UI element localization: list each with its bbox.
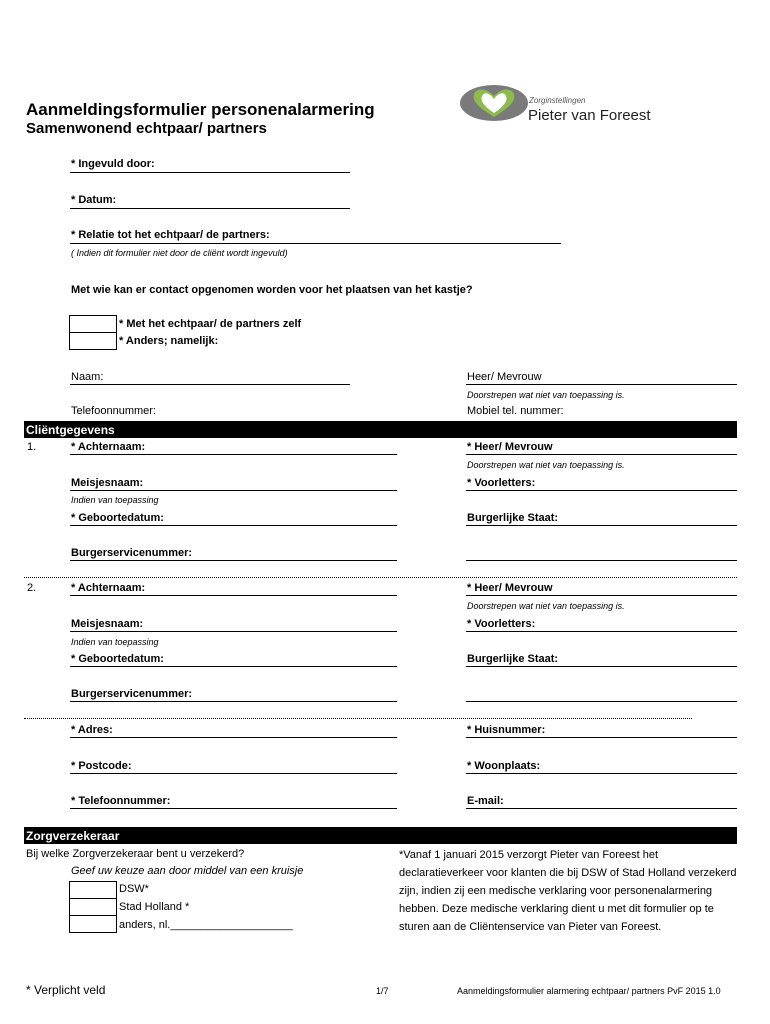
divider <box>24 577 737 578</box>
option-other-checkbox[interactable] <box>69 332 117 350</box>
client2-bsn-field[interactable] <box>70 701 397 702</box>
heer-mevrouw-field[interactable] <box>466 384 737 385</box>
page-number: 1/7 <box>376 986 389 996</box>
adres-field[interactable] <box>70 737 397 738</box>
option-self-checkbox[interactable] <box>69 315 117 333</box>
telefoonnummer-label: * Telefoonnummer: <box>71 795 171 807</box>
postcode-label: * Postcode: <box>71 760 132 772</box>
client1-bsn-label: Burgerservicenummer: <box>71 547 193 559</box>
required-note: * Verplicht veld <box>26 983 106 997</box>
naam-label: Naam: <box>71 371 104 383</box>
doorstrepen-note: Doorstrepen wat niet van toepassing is. <box>467 390 625 400</box>
client1-bsn-field[interactable] <box>70 560 397 561</box>
client2-geboortedatum-label: * Geboortedatum: <box>71 653 164 665</box>
client2-achternaam-label: * Achternaam: <box>71 582 146 594</box>
insurer-instruction: Geef uw keuze aan door middel van een kruisje <box>71 865 304 877</box>
client1-indien-note: Indien van toepassing <box>71 495 159 505</box>
insurer-other-label: anders, nl.____________________ <box>119 919 293 931</box>
woonplaats-label: * Woonplaats: <box>467 760 541 772</box>
client1-achternaam-label: * Achternaam: <box>71 441 146 453</box>
client2-voorletters-field[interactable] <box>466 631 737 632</box>
relatie-note: ( Indien dit formulier niet door de cliënt wordt ingevuld) <box>71 248 288 258</box>
client2-extra-field[interactable] <box>466 701 737 702</box>
client1-geboortedatum-label: * Geboortedatum: <box>71 512 164 524</box>
client1-burgerlijke-staat-field[interactable] <box>466 525 737 526</box>
email-label: E-mail: <box>467 795 504 807</box>
client1-voorletters-label: * Voorletters: <box>467 477 536 489</box>
datum-field[interactable] <box>70 208 350 209</box>
heer-mevrouw-label: Heer/ Mevrouw <box>467 371 542 383</box>
insurer-stad-holland-checkbox[interactable] <box>69 898 117 916</box>
client2-indien-note: Indien van toepassing <box>71 637 159 647</box>
mobiel-label: Mobiel tel. nummer: <box>467 405 564 417</box>
relatie-field[interactable] <box>70 243 561 244</box>
naam-field[interactable] <box>70 384 350 385</box>
client2-meisjesnaam-field[interactable] <box>70 631 397 632</box>
client-section-header <box>24 421 737 438</box>
client1-burgerlijke-staat-label: Burgerlijke Staat: <box>467 512 559 524</box>
insurer-other-checkbox[interactable] <box>69 915 117 933</box>
client1-heer-mevrouw-label: * Heer/ Mevrouw <box>467 441 553 453</box>
logo-tagline: Zorginstellingen <box>529 96 586 105</box>
client2-achternaam-field[interactable] <box>70 595 397 596</box>
datum-label: * Datum: <box>71 194 117 206</box>
document-reference: Aanmeldingsformulier alarmering echtpaar/ partners PvF 2015 1.0 <box>457 986 721 996</box>
client1-geboortedatum-field[interactable] <box>70 525 397 526</box>
heart-logo-icon <box>458 83 528 123</box>
postcode-field[interactable] <box>70 773 397 774</box>
huisnummer-label: * Huisnummer: <box>467 724 546 736</box>
client1-extra-field[interactable] <box>466 560 737 561</box>
contact-question: Met wie kan er contact opgenomen worden voor het plaatsen van het kastje? <box>71 284 473 296</box>
email-field[interactable] <box>466 808 737 809</box>
insurer-section-title: Zorgverzekeraar <box>26 829 120 843</box>
adres-label: * Adres: <box>71 724 113 736</box>
divider <box>24 718 692 719</box>
client1-number: 1. <box>27 441 37 453</box>
telefoonnummer-field[interactable] <box>70 808 397 809</box>
insurer-question: Bij welke Zorgverzekeraar bent u verzekerd? <box>26 848 245 860</box>
page-subtitle: Samenwonend echtpaar/ partners <box>26 120 267 137</box>
insurer-section-header <box>24 827 737 844</box>
insurer-dsw-checkbox[interactable] <box>69 881 117 899</box>
client2-geboortedatum-field[interactable] <box>70 666 397 667</box>
client2-doorstrepen-note: Doorstrepen wat niet van toepassing is. <box>467 601 625 611</box>
page-title: Aanmeldingsformulier personenalarmering <box>26 100 375 119</box>
client1-heer-mevrouw-field[interactable] <box>466 454 737 455</box>
client2-heer-mevrouw-label: * Heer/ Mevrouw <box>467 582 553 594</box>
client2-voorletters-label: * Voorletters: <box>467 618 536 630</box>
client1-meisjesnaam-field[interactable] <box>70 490 397 491</box>
woonplaats-field[interactable] <box>466 773 737 774</box>
client2-bsn-label: Burgerservicenummer: <box>71 688 193 700</box>
client2-number: 2. <box>27 582 37 594</box>
client2-burgerlijke-staat-label: Burgerlijke Staat: <box>467 653 559 665</box>
client2-heer-mevrouw-field[interactable] <box>466 595 737 596</box>
client1-meisjesnaam-label: Meisjesnaam: <box>71 477 144 489</box>
client2-burgerlijke-staat-field[interactable] <box>466 666 737 667</box>
client1-voorletters-field[interactable] <box>466 490 737 491</box>
insurer-dsw-label: DSW* <box>119 883 149 895</box>
relatie-label: * Relatie tot het echtpaar/ de partners: <box>71 229 270 241</box>
huisnummer-field[interactable] <box>466 737 737 738</box>
client1-achternaam-field[interactable] <box>70 454 397 455</box>
ingevuld-label: * Ingevuld door: <box>71 158 155 170</box>
logo-name: Pieter van Foreest <box>528 107 651 124</box>
ingevuld-field[interactable] <box>70 172 350 173</box>
telefoon-label: Telefoonnummer: <box>71 405 156 417</box>
insurer-note: *Vanaf 1 januari 2015 verzorgt Pieter van Foreest het declaratieverkeer voor klanten die bij DSW of Stad Holland verzekerd zijn, indien zij een medische verklaring voor personenalarmering hebben. Deze medische verklaring dient u met dit formulier op te sturen aan de Cliëntenservice van Pieter van Foreest. <box>399 849 737 933</box>
option-other-label: * Anders; namelijk: <box>119 335 219 347</box>
client2-meisjesnaam-label: Meisjesnaam: <box>71 618 144 630</box>
insurer-stad-holland-label: Stad Holland * <box>119 901 190 913</box>
option-self-label: * Met het echtpaar/ de partners zelf <box>119 318 302 330</box>
client1-doorstrepen-note: Doorstrepen wat niet van toepassing is. <box>467 460 625 470</box>
client-section-title: Cliëntgegevens <box>26 423 115 437</box>
